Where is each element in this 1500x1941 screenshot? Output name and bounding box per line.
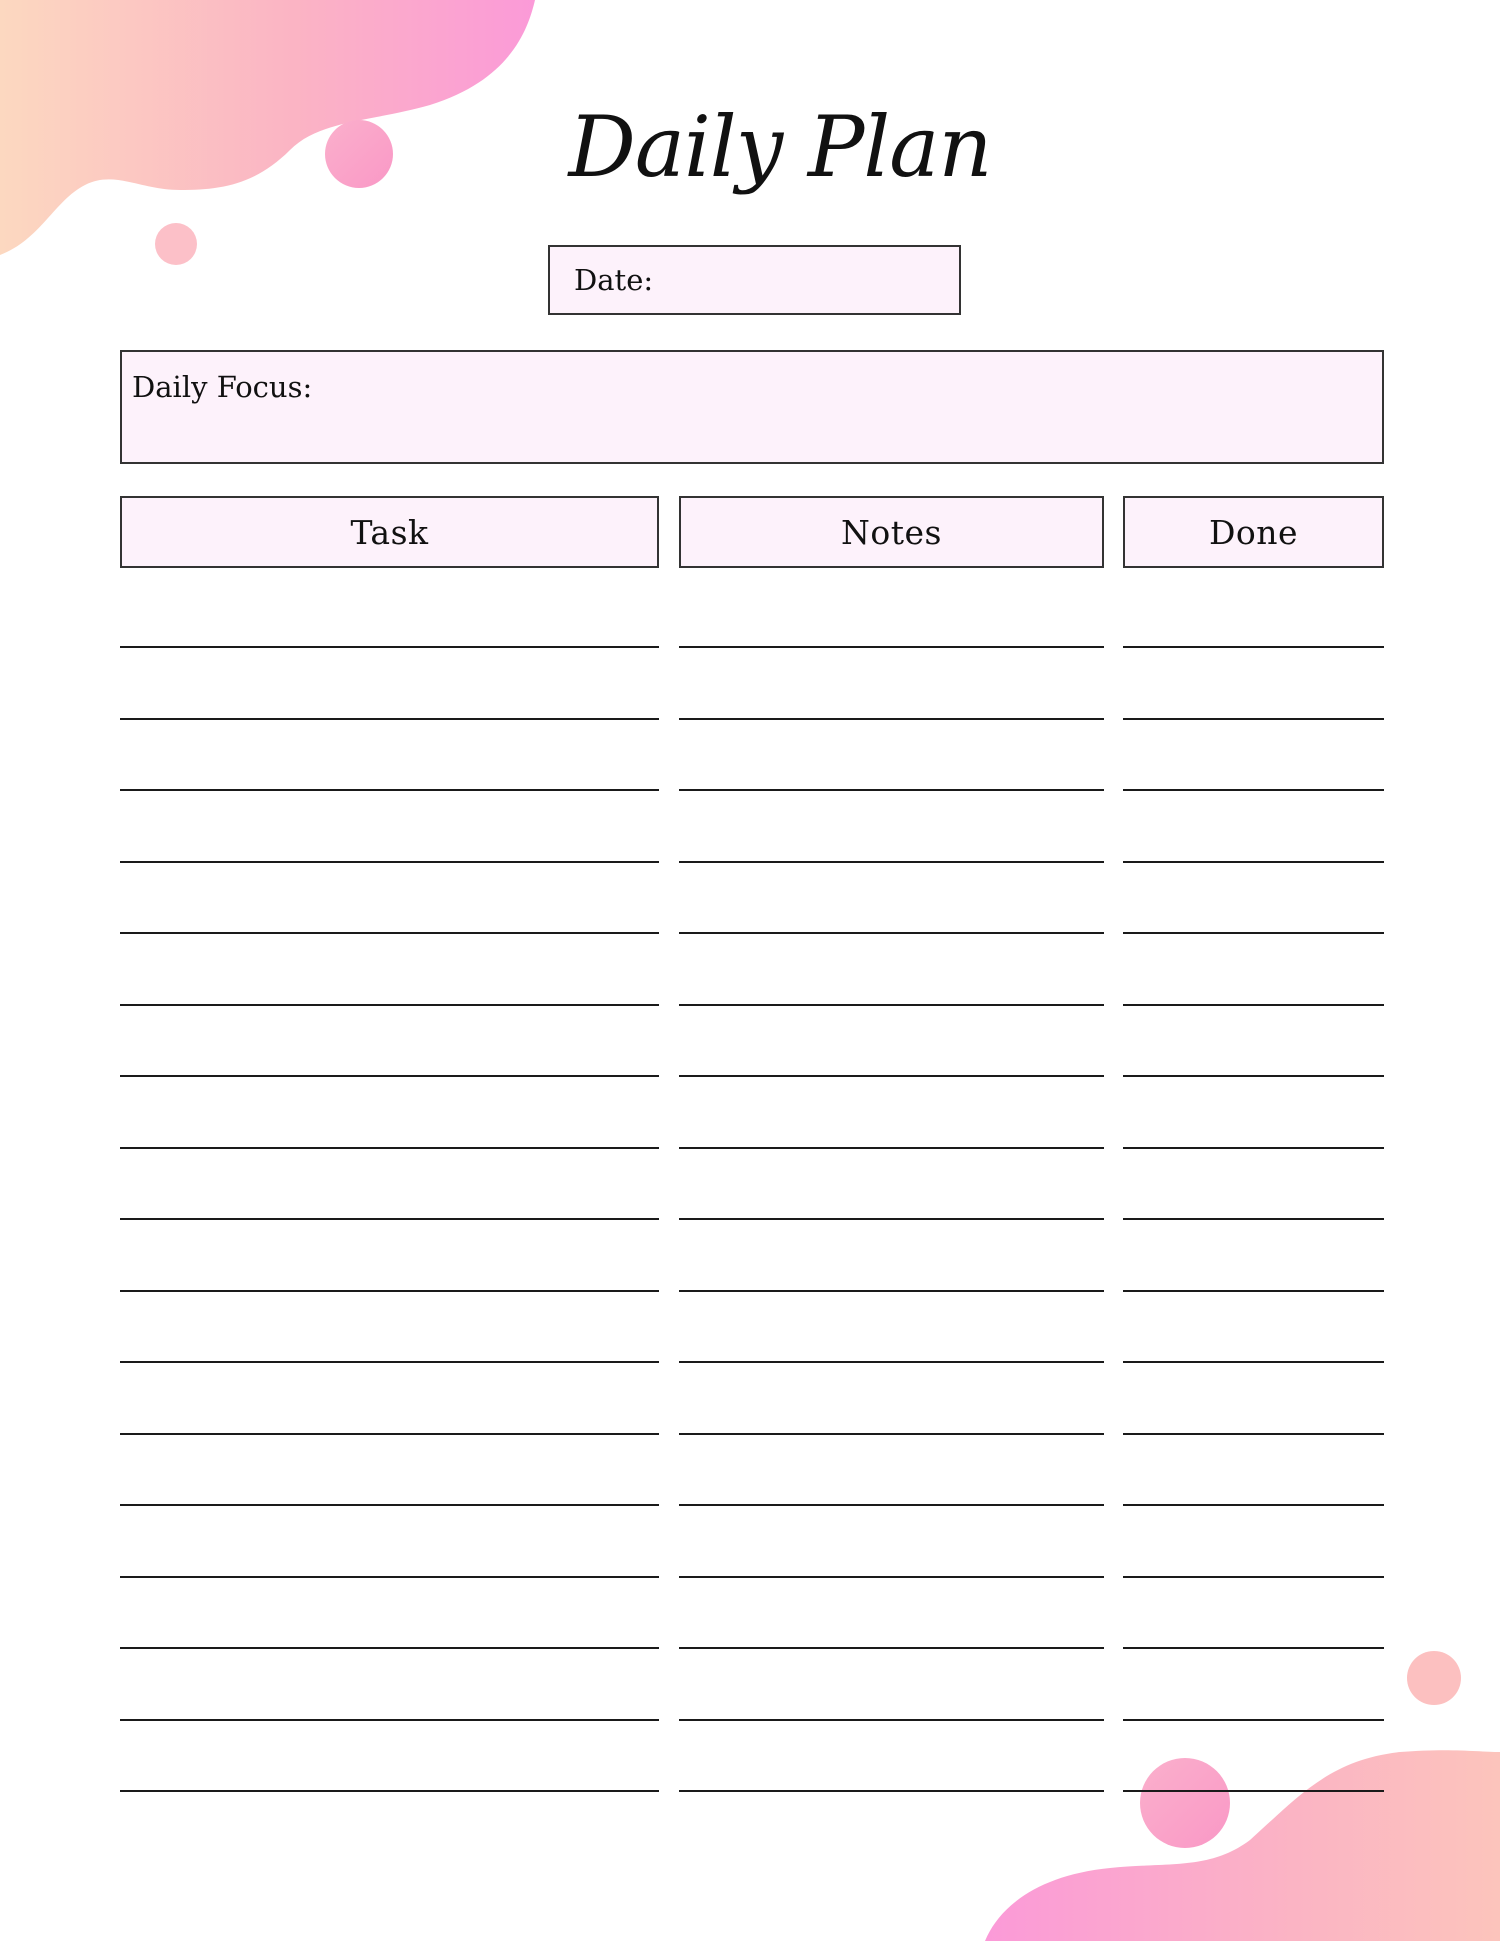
done-line[interactable]	[1123, 1790, 1384, 1792]
notes-line[interactable]	[679, 1218, 1104, 1220]
task-line[interactable]	[120, 718, 659, 720]
task-line[interactable]	[120, 1504, 659, 1506]
task-line[interactable]	[120, 861, 659, 863]
done-line[interactable]	[1123, 1361, 1384, 1363]
notes-line[interactable]	[679, 1790, 1104, 1792]
notes-line[interactable]	[679, 789, 1104, 791]
done-line[interactable]	[1123, 1075, 1384, 1077]
task-line[interactable]	[120, 646, 659, 648]
notes-line[interactable]	[679, 646, 1104, 648]
done-line[interactable]	[1123, 932, 1384, 934]
done-line[interactable]	[1123, 789, 1384, 791]
notes-line[interactable]	[679, 1504, 1104, 1506]
done-line[interactable]	[1123, 1647, 1384, 1649]
notes-line[interactable]	[679, 1719, 1104, 1721]
notes-line[interactable]	[679, 718, 1104, 720]
task-line[interactable]	[120, 932, 659, 934]
notes-column-header: Notes	[679, 496, 1104, 568]
done-line[interactable]	[1123, 646, 1384, 648]
done-line[interactable]	[1123, 1147, 1384, 1149]
top-circle-small	[155, 223, 197, 265]
notes-line[interactable]	[679, 1004, 1104, 1006]
notes-line[interactable]	[679, 932, 1104, 934]
done-line[interactable]	[1123, 1004, 1384, 1006]
task-column-header: Task	[120, 496, 659, 568]
notes-line[interactable]	[679, 1147, 1104, 1149]
task-line[interactable]	[120, 1147, 659, 1149]
task-line[interactable]	[120, 1576, 659, 1578]
daily-focus-field[interactable]	[120, 350, 1384, 464]
done-column-header: Done	[1123, 496, 1384, 568]
done-line[interactable]	[1123, 1218, 1384, 1220]
done-line[interactable]	[1123, 718, 1384, 720]
notes-line[interactable]	[679, 1576, 1104, 1578]
task-line[interactable]	[120, 1647, 659, 1649]
done-line[interactable]	[1123, 1290, 1384, 1292]
notes-line[interactable]	[679, 1647, 1104, 1649]
done-line[interactable]	[1123, 1576, 1384, 1578]
notes-line[interactable]	[679, 1361, 1104, 1363]
notes-line[interactable]	[679, 1290, 1104, 1292]
page-title: Daily Plan	[568, 98, 992, 196]
task-line[interactable]	[120, 1790, 659, 1792]
bottom-circle-small	[1407, 1651, 1461, 1705]
done-line[interactable]	[1123, 1719, 1384, 1721]
done-line[interactable]	[1123, 1504, 1384, 1506]
task-line[interactable]	[120, 1218, 659, 1220]
date-field[interactable]	[548, 245, 961, 315]
task-line[interactable]	[120, 789, 659, 791]
task-line[interactable]	[120, 1433, 659, 1435]
task-line[interactable]	[120, 1004, 659, 1006]
done-line[interactable]	[1123, 861, 1384, 863]
daily-focus-label: Daily Focus:	[132, 370, 313, 404]
bottom-right-blob	[985, 1750, 1500, 1941]
done-line[interactable]	[1123, 1433, 1384, 1435]
notes-line[interactable]	[679, 1433, 1104, 1435]
bottom-circle-large	[1140, 1758, 1230, 1848]
task-line[interactable]	[120, 1719, 659, 1721]
notes-line[interactable]	[679, 1075, 1104, 1077]
task-line[interactable]	[120, 1361, 659, 1363]
date-label: Date:	[574, 263, 654, 297]
task-line[interactable]	[120, 1290, 659, 1292]
task-line[interactable]	[120, 1075, 659, 1077]
notes-line[interactable]	[679, 861, 1104, 863]
